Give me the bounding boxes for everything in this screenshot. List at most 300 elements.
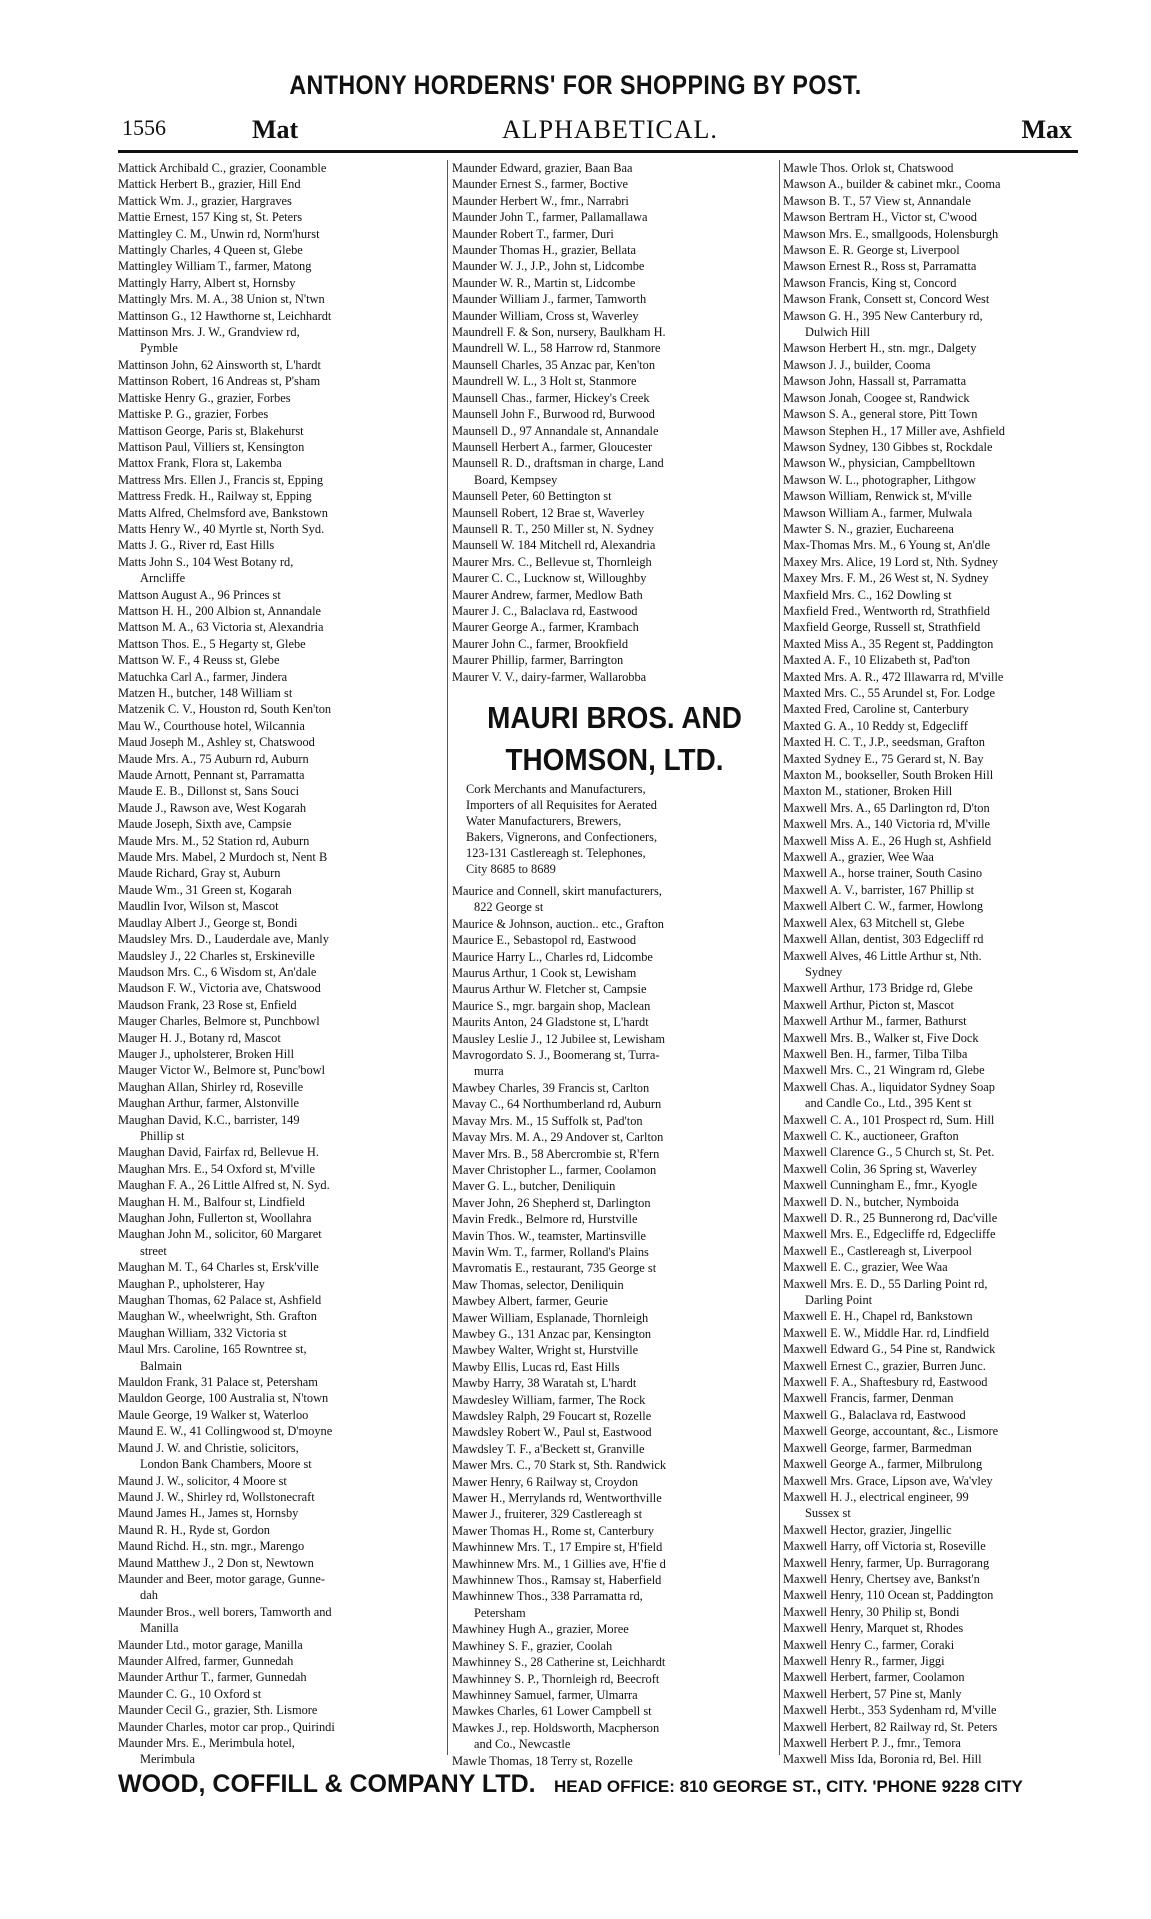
directory-entry: Mawson Herbert H., stn. mgr., Dalgety xyxy=(783,341,977,356)
directory-entry: Maudson Frank, 23 Rose st, Enfield xyxy=(118,997,297,1012)
directory-entry: Maund J. W., solicitor, 4 Moore st xyxy=(118,1473,287,1488)
directory-entry: Maxwell E. H., Chapel rd, Bankstown xyxy=(783,1309,973,1324)
directory-entry: Maxwell Herbert, 82 Railway rd, St. Peters xyxy=(783,1719,998,1734)
directory-entry: Maude Mrs. Mabel, 2 Murdoch st, Nent B xyxy=(118,850,328,865)
directory-entry: Maughan John, Fullerton st, Woollahra xyxy=(118,1211,312,1225)
directory-entry: Mawhinney Samuel, farmer, Ulmarra xyxy=(452,1687,638,1702)
directory-entry: Maudson F. W., Victoria ave, Chatswood xyxy=(118,981,321,996)
directory-entry: Maxwell Henry, Chertsey ave, Bankst'n xyxy=(783,1571,980,1586)
directory-entry: Maudsley J., 22 Charles st, Erskineville xyxy=(118,948,315,963)
directory-entry: Maxwell Chas. A., liquidator Sydney Soap xyxy=(783,1079,996,1094)
directory-entry: Mawter S. N., grazier, Euchareena xyxy=(783,521,954,536)
directory-entry: Maxted G. A., 10 Reddy st, Edgecliff xyxy=(783,718,968,733)
directory-entry: Maunder W. R., Martin st, Lidcombe xyxy=(452,275,636,290)
directory-entry: Mawson Ernest R., Ross st, Parramatta xyxy=(783,259,977,274)
directory-entry: Maunder Charles, motor car prop., Quirindi xyxy=(118,1719,335,1734)
directory-entry: Maxted Miss A., 35 Regent st, Paddington xyxy=(783,636,994,651)
directory-entry-continuation: murra xyxy=(474,1064,504,1079)
directory-entry: Maxwell Henry, 30 Philip st, Bondi xyxy=(783,1604,960,1619)
directory-entry: Maurice E., Sebastopol rd, Eastwood xyxy=(452,933,637,948)
page-header xyxy=(122,115,1072,153)
page-number: 1556 xyxy=(122,115,166,140)
directory-entry: Mawbey G., 131 Anzac par, Kensington xyxy=(452,1326,652,1341)
directory-entry: Maunsell Chas., farmer, Hickey's Creek xyxy=(452,390,650,405)
directory-entry: Maxfield George, Russell st, Strathfield xyxy=(783,620,981,635)
directory-entry: Mawhiney S. F., grazier, Coolah xyxy=(452,1638,613,1653)
directory-entry: Maxwell Arthur M., farmer, Bathurst xyxy=(783,1014,967,1029)
directory-entry: Maxted H. C. T., J.P., seedsman, Grafton xyxy=(783,735,985,750)
directory-entry: Mawer Henry, 6 Railway st, Croydon xyxy=(452,1474,639,1489)
directory-entry: Maxwell Francis, farmer, Denman xyxy=(783,1391,954,1406)
directory-entry: Maurice Harry L., Charles rd, Lidcombe xyxy=(452,949,653,964)
ad-body xyxy=(452,781,777,877)
directory-entry: Maxwell A., horse trainer, South Casino xyxy=(783,866,983,881)
directory-entry: Mavay Mrs. M., 15 Suffolk st, Pad'ton xyxy=(452,1113,643,1128)
directory-entry: Maughan M. T., 64 Charles st, Ersk'ville xyxy=(118,1260,319,1275)
directory-entry: Mattie Ernest, 157 King st, St. Peters xyxy=(118,210,303,225)
header-rule xyxy=(118,150,1078,153)
directory-entry-continuation: Sydney xyxy=(805,964,843,979)
directory-entry: Mattingly Harry, Albert st, Hornsby xyxy=(118,275,296,290)
directory-entry: Maurus Arthur, 1 Cook st, Lewisham xyxy=(452,966,637,981)
directory-entry: Maxted Mrs. A. R., 472 Illawarra rd, M'ville xyxy=(783,669,1004,684)
directory-entry-continuation: Dulwich Hill xyxy=(805,325,871,340)
ad-body-line: Importers of all Requisites for Aerated xyxy=(466,798,657,812)
directory-entry: Maver G. L., butcher, Deniliquin xyxy=(452,1179,616,1194)
directory-entry: Maurer John C., farmer, Brookfield xyxy=(452,636,629,651)
directory-entry: Maunder William J., farmer, Tamworth xyxy=(452,292,647,307)
left-guide-word: Mat xyxy=(252,115,299,144)
directory-entry: Maxwell Ben. H., farmer, Tilba Tilba xyxy=(783,1046,968,1061)
directory-entry: Mawdsley Ralph, 29 Foucart st, Rozelle xyxy=(452,1409,652,1423)
directory-entry-continuation: street xyxy=(140,1243,167,1258)
directory-entry: Maurer Andrew, farmer, Medlow Bath xyxy=(452,587,643,602)
directory-entry: Mawbey Albert, farmer, Geurie xyxy=(452,1294,609,1309)
directory-entry: Maxfield Mrs. C., 162 Dowling st xyxy=(783,587,952,602)
directory-entry: Mattress Fredk. H., Railway st, Epping xyxy=(118,489,312,504)
directory-entry: Maxton M., stationer, Broken Hill xyxy=(783,784,953,799)
directory-entry: Mavrogordato S. J., Boomerang st, Turra- xyxy=(452,1048,660,1063)
directory-entry: Matzen H., butcher, 148 William st xyxy=(118,686,293,700)
directory-entry-continuation: Balmain xyxy=(140,1358,182,1373)
directory-entry-continuation: Merimbula xyxy=(140,1752,196,1767)
ad-body-line: Cork Merchants and Manufacturers, xyxy=(466,782,646,796)
directory-entry: Mawson W., physician, Campbelltown xyxy=(783,456,976,471)
directory-entry: Maxwell Mrs. B., Walker st, Five Dock xyxy=(783,1030,979,1045)
directory-entry: Mattison Paul, Villiers st, Kensington xyxy=(118,439,305,454)
directory-entry: Maudlin Ivor, Wilson st, Mascot xyxy=(118,899,279,914)
directory-entry: Maxey Mrs. F. M., 26 West st, N. Sydney xyxy=(783,571,989,586)
directory-entry: Mattingly Charles, 4 Queen st, Glebe xyxy=(118,243,303,258)
directory-entry: Mattinson John, 62 Ainsworth st, L'hardt xyxy=(118,357,321,372)
directory-entry: Mawer Mrs. C., 70 Stark st, Sth. Randwick xyxy=(452,1458,667,1473)
directory-entry: Maxwell Hector, grazier, Jingellic xyxy=(783,1522,952,1537)
directory-entry: Maxwell Herbert, 57 Pine st, Manly xyxy=(783,1686,962,1701)
directory-entry: Maudsley Mrs. D., Lauderdale ave, Manly xyxy=(118,932,329,947)
directory-entry: Maxted A. F., 10 Elizabeth st, Pad'ton xyxy=(783,653,971,668)
directory-entry: Maunder Alfred, farmer, Gunnedah xyxy=(118,1653,294,1668)
directory-entry-continuation: Pymble xyxy=(140,341,178,356)
directory-entry: Maxwell Mrs. A., 65 Darlington rd, D'ton xyxy=(783,800,990,815)
directory-entry: Mavin Wm. T., farmer, Rolland's Plains xyxy=(452,1244,649,1259)
directory-entry: Maxwell Colin, 36 Spring st, Waverley xyxy=(783,1161,977,1176)
directory-entry: Mauger Charles, Belmore st, Punchbowl xyxy=(118,1014,320,1029)
directory-entry: Maxwell George, accountant, &c., Lismore xyxy=(783,1424,999,1439)
directory-entry: Mawdsley Robert W., Paul st, Eastwood xyxy=(452,1425,652,1440)
directory-entry: Maughan Thomas, 62 Palace st, Ashfield xyxy=(118,1293,322,1308)
directory-entry: Mawer Thomas H., Rome st, Canterbury xyxy=(452,1523,655,1538)
directory-entry: Mawkes J., rep. Holdsworth, Macpherson xyxy=(452,1720,660,1735)
directory-entry: Maughan Allan, Shirley rd, Roseville xyxy=(118,1079,304,1094)
directory-entry: Matts Alfred, Chelmsford ave, Bankstown xyxy=(118,505,328,520)
directory-entry: Maxwell Henry, farmer, Up. Burragorang xyxy=(783,1555,990,1570)
directory-entry: Maxwell Albert C. W., farmer, Howlong xyxy=(783,899,984,914)
directory-entry-continuation: Manilla xyxy=(140,1621,179,1636)
directory-entry: Mattress Mrs. Ellen J., Francis st, Epping xyxy=(118,472,324,487)
directory-entry: Mattinson G., 12 Hawthorne st, Leichhardt xyxy=(118,308,332,323)
ad-body-line: 123-131 Castlereagh st. Telephones, xyxy=(466,846,646,860)
column-3 xyxy=(783,160,1088,1768)
directory-entry: Maude Joseph, Sixth ave, Campsie xyxy=(118,817,292,832)
directory-entry: Mawson William, Renwick st, M'ville xyxy=(783,489,972,504)
directory-entry: Maxwell Alves, 46 Little Arthur st, Nth. xyxy=(783,948,982,963)
directory-entry: Mattinson Robert, 16 Andreas st, P'sham xyxy=(118,374,321,389)
directory-entry: Maundrell W. L., 3 Holt st, Stanmore xyxy=(452,374,637,389)
directory-entry: Mattson Thos. E., 5 Hegarty st, Glebe xyxy=(118,636,306,651)
right-guide-word: Max xyxy=(1021,115,1072,144)
ad-body-line: Bakers, Vignerons, and Confectioners, xyxy=(466,830,658,844)
directory-entry-continuation: 822 George st xyxy=(474,900,544,915)
directory-entry: Maunder John T., farmer, Pallamallawa xyxy=(452,210,648,225)
directory-entry: Maund James H., James st, Hornsby xyxy=(118,1506,299,1521)
directory-entry: Mawkes Charles, 61 Lower Campbell st xyxy=(452,1704,652,1719)
directory-entry: Maxwell Miss A. E., 26 Hugh st, Ashfield xyxy=(783,833,992,848)
directory-entry: Maund E. W., 41 Collingwood st, D'moyne xyxy=(118,1424,333,1439)
directory-entry: Maude Arnott, Pennant st, Parramatta xyxy=(118,768,305,783)
directory-entry: Mawhiney Hugh A., grazier, Moree xyxy=(452,1622,629,1637)
directory-entry: Maurice S., mgr. bargain shop, Maclean xyxy=(452,998,651,1013)
top-advertisement-banner: ANTHONY HORDERNS' FOR SHOPPING BY POST. xyxy=(289,70,862,100)
directory-entry: Maxey Mrs. Alice, 19 Lord st, Nth. Sydney xyxy=(783,554,999,569)
directory-entry: Mattinson Mrs. J. W., Grandview rd, xyxy=(118,325,300,340)
directory-entry: Maurer J. C., Balaclava rd, Eastwood xyxy=(452,603,638,618)
directory-entry: Mawson Bertram H., Victor st, C'wood xyxy=(783,210,977,225)
directory-entry: Maver John, 26 Shepherd st, Darlington xyxy=(452,1195,651,1210)
directory-entry: Maude J., Rawson ave, West Kogarah xyxy=(118,800,307,815)
directory-entry: Mattick Archibald C., grazier, Coonamble xyxy=(118,161,327,175)
directory-entry: Maxted Fred, Caroline st, Canterbury xyxy=(783,702,969,717)
column-divider xyxy=(779,160,780,1755)
directory-entry: Maunsell R. D., draftsman in charge, Land xyxy=(452,456,664,471)
directory-entry: Maxwell Miss Ida, Boronia rd, Bel. Hill xyxy=(783,1752,982,1767)
bottom-advertisement-banner xyxy=(118,1770,1078,1799)
directory-entry: Mawby Harry, 38 Waratah st, L'hardt xyxy=(452,1376,637,1391)
directory-entry: Maxwell Herbert P. J., fmr., Temora xyxy=(783,1736,961,1750)
directory-entry: Maunsell Charles, 35 Anzac par, Ken'ton xyxy=(452,357,656,372)
directory-entry: Maxwell Henry R., farmer, Jiggi xyxy=(783,1653,945,1668)
directory-entry: Mawby Ellis, Lucas rd, East Hills xyxy=(452,1359,620,1374)
directory-entry: Maughan P., upholsterer, Hay xyxy=(118,1276,265,1291)
directory-entry: Maunder Bros., well borers, Tamworth and xyxy=(118,1604,332,1619)
column-2-bottom-list xyxy=(452,883,777,1769)
directory-entry: Maxwell Allan, dentist, 303 Edgecliff rd xyxy=(783,932,984,947)
directory-entry: Maunsell R. T., 250 Miller st, N. Sydney xyxy=(452,521,654,536)
directory-entry: Mattick Wm. J., grazier, Hargraves xyxy=(118,193,292,208)
directory-entry: Maunder Robert T., farmer, Duri xyxy=(452,226,614,241)
directory-entry: Mattingly Mrs. M. A., 38 Union st, N'twn xyxy=(118,292,325,307)
directory-entry: Maxwell C. K., auctioneer, Grafton xyxy=(783,1128,959,1143)
directory-entry: Mawle Thomas, 18 Terry st, Rozelle xyxy=(452,1753,633,1768)
directory-entry: Mawhinney S. P., Thornleigh rd, Beecroft xyxy=(452,1671,660,1686)
directory-entry: Mavin Thos. W., teamster, Martinsville xyxy=(452,1228,647,1243)
directory-entry: Mawhinney S., 28 Catherine st, Leichhardt xyxy=(452,1655,666,1670)
directory-entry: Maunder Mrs. E., Merimbula hotel, xyxy=(118,1736,295,1750)
directory-entry: Maxwell Henry, 110 Ocean st, Paddington xyxy=(783,1588,994,1603)
directory-entry: Mawson J. J., builder, Cooma xyxy=(783,357,931,372)
directory-entry-continuation: and Candle Co., Ltd., 395 Kent st xyxy=(805,1096,972,1111)
directory-entry: Matts John S., 104 West Botany rd, xyxy=(118,554,294,569)
directory-entry: Matzenik C. V., Houston rd, South Ken'ton xyxy=(118,702,332,717)
directory-entry: Matts Henry W., 40 Myrtle st, North Syd. xyxy=(118,521,325,536)
directory-entry: Mawson Jonah, Coogee st, Randwick xyxy=(783,390,970,405)
directory-entry: Maxwell George A., farmer, Milbrulong xyxy=(783,1457,983,1472)
directory-entry: Mawson W. L., photographer, Lithgow xyxy=(783,472,976,487)
directory-entry: Maxwell Arthur, Picton st, Mascot xyxy=(783,997,954,1012)
directory-entry: Maunsell Herbert A., farmer, Gloucester xyxy=(452,439,653,454)
directory-entry: Maxwell E. C., grazier, Wee Waa xyxy=(783,1260,948,1275)
directory-entry: Maxted Sydney E., 75 Gerard st, N. Bay xyxy=(783,751,984,766)
directory-entry: Mattson August A., 96 Princes st xyxy=(118,587,281,602)
directory-entry: Maxwell Henry C., farmer, Coraki xyxy=(783,1637,955,1652)
directory-entry: Maver Mrs. B., 58 Abercrombie st, R'fern xyxy=(452,1146,660,1161)
directory-entry: Maxwell Ernest C., grazier, Burren Junc. xyxy=(783,1358,986,1373)
directory-entry: Maund J. W., Shirley rd, Wollstonecraft xyxy=(118,1489,315,1504)
directory-entry: Max-Thomas Mrs. M., 6 Young st, An'dle xyxy=(783,538,991,553)
directory-entry: Maunsell Robert, 12 Brae st, Waverley xyxy=(452,505,645,520)
directory-entry: Mawhinnew Mrs. T., 17 Empire st, H'field xyxy=(452,1540,663,1555)
directory-entry: Maunder Herbert W., fmr., Narrabri xyxy=(452,193,629,208)
directory-entry-continuation: London Bank Chambers, Moore st xyxy=(140,1457,312,1472)
directory-entry: Mawson S. A., general store, Pitt Town xyxy=(783,407,978,422)
directory-entry: Maurice & Johnson, auction.. etc., Grafton xyxy=(452,916,664,931)
directory-entry: Maxwell H. J., electrical engineer, 99 xyxy=(783,1489,969,1504)
directory-entry: Mattson M. A., 63 Victoria st, Alexandria xyxy=(118,620,324,635)
directory-entry: Mawhinnew Thos., 338 Parramatta rd, xyxy=(452,1589,643,1604)
directory-entry: Matts J. G., River rd, East Hills xyxy=(118,538,275,553)
directory-entry: Maxwell George, farmer, Barmedman xyxy=(783,1440,972,1455)
directory-entry: Mawer H., Merrylands rd, Wentworthville xyxy=(452,1491,662,1506)
directory-entry: Maunder and Beer, motor garage, Gunne- xyxy=(118,1571,325,1586)
directory-entry: Maurer V. V., dairy-farmer, Wallarobba xyxy=(452,669,647,684)
footer-address-phone: HEAD OFFICE: 810 GEORGE ST., CITY. 'PHONE 9228 CITY xyxy=(554,1777,1023,1796)
directory-entry: Mawson B. T., 57 View st, Annandale xyxy=(783,193,971,208)
directory-entry: Mattox Frank, Flora st, Lakemba xyxy=(118,456,282,471)
directory-entry: Maxwell D. N., butcher, Nymboida xyxy=(783,1194,959,1209)
ad-title-line-2: THOMSON, LTD. xyxy=(505,742,724,777)
directory-entry: Maxwell A. V., barrister, 167 Phillip st xyxy=(783,882,975,897)
directory-entry: Mauldon George, 100 Australia st, N'town xyxy=(118,1391,329,1406)
directory-entry: Mattson W. F., 4 Reuss st, Glebe xyxy=(118,653,280,668)
directory-entry: Mawdsley T. F., a'Beckett st, Granville xyxy=(452,1441,645,1456)
directory-entry: Maughan W., wheelwright, Sth. Grafton xyxy=(118,1309,317,1324)
directory-entry: Maunsell D., 97 Annandale st, Annandale xyxy=(452,423,659,438)
directory-entry-continuation: and Co., Newcastle xyxy=(474,1737,571,1752)
directory-entry: Mawson William A., farmer, Mulwala xyxy=(783,505,973,520)
directory-entry: Mawson A., builder & cabinet mkr., Cooma xyxy=(783,177,1001,192)
directory-entry: Maurer C. C., Lucknow st, Willoughby xyxy=(452,571,647,586)
ad-body-line: City 8685 to 8689 xyxy=(466,862,556,876)
directory-entry: Matuchka Carl A., farmer, Jindera xyxy=(118,669,288,684)
directory-entry: Maule George, 19 Walker st, Waterloo xyxy=(118,1407,309,1422)
directory-entry: Maxwell F. A., Shaftesbury rd, Eastwood xyxy=(783,1375,988,1390)
directory-entry: Mawson G. H., 395 New Canterbury rd, xyxy=(783,308,983,323)
directory-entry: Mawbey Walter, Wright st, Hurstville xyxy=(452,1343,639,1358)
directory-entry: Maudlay Albert J., George st, Bondi xyxy=(118,915,298,930)
column-2 xyxy=(452,160,777,1769)
directory-entry: Mattick Herbert B., grazier, Hill End xyxy=(118,177,301,192)
directory-entry: Mavromatis E., restaurant, 735 George st xyxy=(452,1261,657,1276)
directory-entry: Mawson Sydney, 130 Gibbes st, Rockdale xyxy=(783,439,993,454)
directory-entry: Mattingley C. M., Unwin rd, Norm'hurst xyxy=(118,226,320,241)
directory-entry: Mau W., Courthouse hotel, Wilcannia xyxy=(118,718,305,733)
directory-entry: Maughan H. M., Balfour st, Lindfield xyxy=(118,1194,305,1209)
directory-entry: Mawdesley William, farmer, The Rock xyxy=(452,1392,646,1407)
directory-entry: Mawson John, Hassall st, Parramatta xyxy=(783,374,967,389)
directory-entry: Maxwell Mrs. A., 140 Victoria rd, M'ville xyxy=(783,817,991,832)
footer-company-name: WOOD, COFFILL & COMPANY LTD. xyxy=(118,1770,536,1798)
directory-entry: Maxwell Harry, off Victoria st, Roseville xyxy=(783,1539,986,1554)
directory-entry-continuation: Board, Kempsey xyxy=(474,472,558,487)
directory-entry: Mawle Thos. Orlok st, Chatswood xyxy=(783,161,954,175)
directory-entry: Mavay Mrs. M. A., 29 Andover st, Carlton xyxy=(452,1130,664,1145)
directory-entry: Mawson E. R. George st, Liverpool xyxy=(783,243,960,258)
directory-entry: Maunder Ltd., motor garage, Manilla xyxy=(118,1637,303,1652)
directory-entry: Mauger J., upholsterer, Broken Hill xyxy=(118,1046,295,1061)
directory-entry: Maughan William, 332 Victoria st xyxy=(118,1325,287,1340)
directory-entry: Maxwell Herbt., 353 Sydenham rd, M'ville xyxy=(783,1703,997,1718)
directory-entry: Maunder Cecil G., grazier, Sth. Lismore xyxy=(118,1703,318,1718)
directory-entry: Maxwell Cunningham E., fmr., Kyogle xyxy=(783,1178,978,1193)
directory-entry: Maxwell Alex, 63 Mitchell st, Glebe xyxy=(783,915,965,930)
directory-entry: Maxwell Henry, Marquet st, Rhodes xyxy=(783,1621,964,1636)
directory-entry: Maud Joseph M., Ashley st, Chatswood xyxy=(118,735,315,750)
directory-entry-continuation: Phillip st xyxy=(140,1128,185,1143)
column-1 xyxy=(118,160,443,1768)
directory-entry: Maxwell Mrs. Grace, Lipson ave, Wa'vley xyxy=(783,1473,993,1488)
directory-entry: Mawer William, Esplanade, Thornleigh xyxy=(452,1310,649,1325)
directory-entry: Maxfield Fred., Wentworth rd, Strathfield xyxy=(783,603,990,618)
directory-entry: Maver Christopher L., farmer, Coolamon xyxy=(452,1162,657,1177)
directory-entry: Mavin Fredk., Belmore rd, Hurstville xyxy=(452,1212,638,1227)
directory-entry: Maxwell Edward G., 54 Pine st, Randwick xyxy=(783,1342,996,1357)
directory-entry-continuation: Petersham xyxy=(474,1605,526,1620)
directory-entry: Maxwell Mrs. E., Edgecliffe rd, Edgecliffe xyxy=(783,1227,996,1242)
directory-entry: Maudson Mrs. C., 6 Wisdom st, An'dale xyxy=(118,964,317,979)
directory-entry: Maxwell A., grazier, Wee Waa xyxy=(783,850,934,865)
directory-entry: Mattson H. H., 200 Albion st, Annandale xyxy=(118,603,322,618)
directory-entry: Maxwell Herbert, farmer, Coolamon xyxy=(783,1670,965,1685)
directory-entry: Maunder Edward, grazier, Baan Baa xyxy=(452,161,633,175)
directory-entry: Maunsell Peter, 60 Bettington st xyxy=(452,489,612,504)
directory-entry: Mawson Frank, Consett st, Concord West xyxy=(783,292,990,307)
directory-entry: Maxwell D. R., 25 Bunnerong rd, Dac'ville xyxy=(783,1211,998,1225)
directory-entry: Maxwell Arthur, 173 Bridge rd, Glebe xyxy=(783,981,973,996)
directory-entry: Mattingley William T., farmer, Matong xyxy=(118,259,312,274)
directory-entry: Maunder W. J., J.P., John st, Lidcombe xyxy=(452,259,645,274)
directory-entry: Maurice and Connell, skirt manufacturers, xyxy=(452,884,662,898)
directory-entry: Maunder Ernest S., farmer, Boctive xyxy=(452,177,629,192)
directory-entry: Mawer J., fruiterer, 329 Castlereagh st xyxy=(452,1507,643,1522)
column-2-top-list xyxy=(452,160,777,685)
directory-entry: Maxwell E., Castlereagh st, Liverpool xyxy=(783,1243,972,1258)
directory-entry: Maude E. B., Dillonst st, Sans Souci xyxy=(118,784,300,799)
directory-entry: Maxton M., bookseller, South Broken Hill xyxy=(783,768,994,783)
directory-entry: Maxwell E. W., Middle Har. rd, Lindfield xyxy=(783,1325,990,1340)
mauri-bros-advertisement xyxy=(452,697,777,877)
directory-entry: Maude Mrs. M., 52 Station rd, Auburn xyxy=(118,833,310,848)
directory-entry: Maund Richd. H., stn. mgr., Marengo xyxy=(118,1539,305,1554)
directory-entry: Maund J. W. and Christie, solicitors, xyxy=(118,1440,299,1455)
directory-entry: Maurits Anton, 24 Gladstone st, L'hardt xyxy=(452,1015,649,1030)
directory-entry: Maxwell C. A., 101 Prospect rd, Sum. Hill xyxy=(783,1112,995,1127)
directory-entry: Maughan John M., solicitor, 60 Margaret xyxy=(118,1227,322,1242)
directory-entry: Maurus Arthur W. Fletcher st, Campsie xyxy=(452,982,647,997)
directory-entry: Mawson Stephen H., 17 Miller ave, Ashfield xyxy=(783,423,1005,438)
directory-entry: Maxwell Mrs. E. D., 55 Darling Point rd, xyxy=(783,1276,988,1291)
directory-entry: Mavay C., 64 Northumberland rd, Auburn xyxy=(452,1097,662,1112)
directory-entry: Maughan David, Fairfax rd, Bellevue H. xyxy=(118,1145,319,1160)
directory-entry: Maunder Arthur T., farmer, Gunnedah xyxy=(118,1670,307,1685)
directory-entry-continuation: Arncliffe xyxy=(140,571,186,586)
directory-entry: Maughan Mrs. E., 54 Oxford st, M'ville xyxy=(118,1161,316,1176)
directory-entry-continuation: Sussex st xyxy=(805,1506,851,1521)
directory-entry: Mattison George, Paris st, Blakehurst xyxy=(118,423,304,438)
directory-entry: Maxwell Mrs. C., 21 Wingram rd, Glebe xyxy=(783,1063,985,1078)
directory-entry: Maughan Arthur, farmer, Alstonville xyxy=(118,1096,300,1111)
directory-entry: Mauldon Frank, 31 Palace st, Petersham xyxy=(118,1375,318,1390)
directory-entry: Maxted Mrs. C., 55 Arundel st, For. Lodge xyxy=(783,686,996,700)
directory-entry: Mawson Francis, King st, Concord xyxy=(783,275,957,290)
directory-entry: Mattiske P. G., grazier, Forbes xyxy=(118,407,269,422)
directory-entry: Maxwell Clarence G., 5 Church st, St. Pet. xyxy=(783,1145,995,1160)
directory-entry: Maundrell F. & Son, nursery, Baulkham H. xyxy=(452,325,666,340)
directory-entry: Mauger H. J., Botany rd, Mascot xyxy=(118,1030,281,1045)
directory-entry: Maughan F. A., 26 Little Alfred st, N. Syd. xyxy=(118,1178,330,1193)
directory-entry: Maxwell G., Balaclava rd, Eastwood xyxy=(783,1407,966,1422)
directory-entry: Maunder Thomas H., grazier, Bellata xyxy=(452,243,637,258)
directory-entry: Maude Mrs. A., 75 Auburn rd, Auburn xyxy=(118,751,309,766)
column-divider xyxy=(447,160,448,1755)
directory-entry: Maunder William, Cross st, Waverley xyxy=(452,308,639,323)
directory-entry: Maunsell John F., Burwood rd, Burwood xyxy=(452,407,655,422)
directory-entry: Maw Thomas, selector, Deniliquin xyxy=(452,1277,624,1292)
directory-entry: Maurer George A., farmer, Krambach xyxy=(452,620,639,635)
directory-entry-continuation: Darling Point xyxy=(805,1293,873,1308)
directory-entry: Maude Richard, Gray st, Auburn xyxy=(118,866,281,881)
directory-entry: Mattiske Henry G., grazier, Forbes xyxy=(118,390,291,405)
directory-entry: Maul Mrs. Caroline, 165 Rowntree st, xyxy=(118,1342,307,1357)
directory-entry: Maurer Phillip, farmer, Barrington xyxy=(452,653,624,668)
directory-entry: Maundrell W. L., 58 Harrow rd, Stanmore xyxy=(452,341,661,356)
directory-entry: Mawhinnew Mrs. M., 1 Gillies ave, H'fie d xyxy=(452,1556,666,1571)
directory-entry: Mausley Leslie J., 12 Jubilee st, Lewisham xyxy=(452,1031,666,1046)
directory-entry: Mawbey Charles, 39 Francis st, Carlton xyxy=(452,1080,650,1095)
section-title: ALPHABETICAL. xyxy=(502,115,718,144)
directory-entry: Maughan David, K.C., barrister, 149 xyxy=(118,1112,300,1127)
directory-entry: Mauger Victor W., Belmore st, Punc'bowl xyxy=(118,1063,326,1078)
ad-body-line: Water Manufacturers, Brewers, xyxy=(466,814,622,828)
directory-entry-continuation: dah xyxy=(140,1588,158,1603)
